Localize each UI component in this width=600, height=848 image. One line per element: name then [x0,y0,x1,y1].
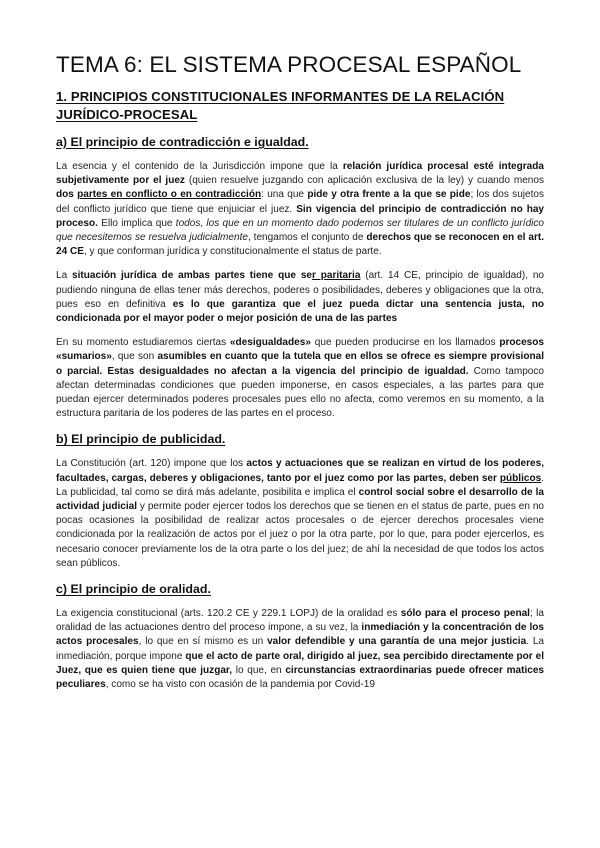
subsection-heading-oralidad: c) El principio de oralidad. [56,582,211,597]
bold-text: asumibles en cuanto que la tutela que en ellos se ofrece es siempre provisional o parcial. Estas desigualdades no afectan a la vigencia del principio de igualdad. [56,351,544,377]
text-run: (art. 14 CE, principio de igualdad), no pudiendo ninguna de ellas tener más derechos, poderes o posibilidades, deberes y obligaciones que la otra, pues eso en definitiva [56,270,545,310]
bold-text: relación jurídica procesal esté integrada subjetivamente por el juez [56,161,544,187]
bold-text: procesos «sumarios» [56,337,544,363]
text-run: lo que, en [232,664,286,676]
text-run: , que son [111,351,158,363]
italic-text: todos, los que en un momento dado podemos ser titulares de un conflicto jurídico que necesitemos se resuelva judicialmente [56,217,544,244]
bold-text: «desigualdades» [229,337,311,349]
text-run: , y que conforman jurídica y constitucionalmente el status de parte. [83,246,382,258]
text-run: ; la oralidad de las actuaciones dentro del proceso impone, a su vez, la [56,608,545,634]
paragraph-igualdad [56,269,544,326]
bold-text: inmediación y la concentración de los actos procesales [56,622,545,648]
bold-text: circunstancias extraordinarias puede ofrecer matices peculiares [56,664,545,691]
text-run: Como tampoco afectan determinadas condiciones que pueden imponerse, en casos especiales, a las partes para que puedan ejercer determinados poderes procesales pues ello no afecta, como veremos en su momento, a la estructura paritaria de los poderes de las partes en el proceso. [56,365,544,420]
bold-text: que el acto de parte oral, dirigido al juez, sea percibido directamente por el Juez, que es quien tiene que juzgar, [56,650,544,676]
text-run: , lo que en sí mismo es un [138,636,268,648]
paragraph-publicidad [56,457,544,571]
text-run: , como se ha visto con ocasión de la pandemia por Covid-19 [105,679,375,691]
document-title: TEMA 6: EL SISTEMA PROCESAL ESPAÑOL [56,52,522,77]
paragraph-oralidad [56,607,544,692]
text-run: que pueden producirse en los llamados [310,337,500,349]
bold-text: control social sobre el desarrollo de la actividad judicial [56,486,544,513]
bold-underlined-text: públicos [499,472,542,484]
text-run: ; los dos sujetos del conflicto jurídico que tiene que enjuiciar el juez. [56,189,544,215]
text-run: La exigencia constitucional (arts. 120.2 CE y 229.1 LOPJ) de la oralidad es [56,608,401,620]
text-run: . La inmediación, porque impone [56,636,544,662]
paragraph-desigualdades [56,336,544,421]
text-run: : una que [261,189,308,201]
bold-text: pide y otra frente a la que se pide [307,189,471,201]
text-run: y permite poder ejercer todos los derechos que se tienen en el status de parte, pues en no pocas ocasiones la posibilidad de realizar actos procesales o de ejercer derechos procesales viene condicionada por la realización de actos por el juez o por la otra parte, por lo que, para poder ejercerlos, es necesario conocer previamente los de la otra parte o los del juez; de ahí la necesidad de que todos los actos sean públicos. [56,501,544,569]
paragraph-contradiccion [56,160,544,259]
bold-underlined-text: partes en conflicto o en contradicción [77,189,262,201]
text-run: La esencia y el contenido de la Jurisdicción impone que la [56,161,343,172]
bold-text: situación jurídica de ambas partes tiene que se [72,270,312,282]
bold-underlined-text: r paritaria [312,270,361,282]
bold-text: actos y actuaciones que se realizan en virtud de los poderes, facultades, cargas, deberes y obligaciones, tanto por el juez como por las partes, deben ser [56,458,544,484]
text-run: , tengamos el conjunto de [247,232,367,244]
bold-text: Sin vigencia del principio de contradicción no hay proceso. [56,203,545,229]
subsection-heading-contradiccion: a) El principio de contradicción e igualdad. [56,135,309,149]
text-run: En su momento estudiaremos ciertas [56,337,230,349]
text-run: (quien resuelve juzgando con aplicación exclusiva de la ley) y cuando menos [184,175,544,187]
text-run: La [56,270,73,282]
subsection-heading-publicidad: b) El principio de publicidad. [56,432,226,447]
text-run: La Constitución (art. 120) impone que los [56,458,247,470]
bold-text: dos [56,189,78,201]
text-run: Ello implica que [97,217,176,229]
bold-text: sólo para el proceso penal [400,608,530,620]
text-run: . La publicidad, tal como se dirá más adelante, posibilita e implica el [56,472,544,498]
bold-text: es lo que garantiza que el juez pueda dictar una sentencia justa, no condicionada por el mayor poder o mejor posición de una de las partes [56,298,544,325]
section-heading: 1. PRINCIPIOS CONSTITUCIONALES INFORMANTES DE LA RELACIÓN JURÍDICO-PROCESAL [56,89,505,122]
bold-text: valor defendible y una garantía de una mejor justicia [267,636,527,648]
bold-text: derechos que se reconocen en el art. 24 CE [56,232,544,258]
